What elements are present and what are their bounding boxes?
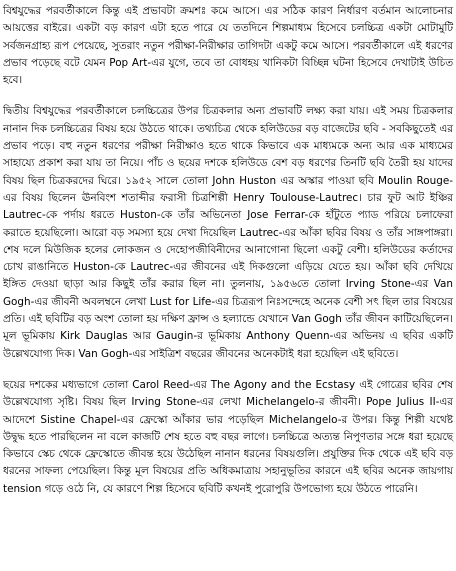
paragraph-postwar-decline: বিশ্বযুদ্ধের পরবর্তীকালে কিন্তু এই প্রভাবটা ক্রমশঃ কমে আসে। এর সঠিক কারণ নির্ধারণ বর্তমান আলোচনার আয়ত্তের বাইরে। একটা বড় কারণ এটা হতে পারে যে ততদিনে শিল্পমাধ্যম হিসেবে চলচ্চিত্র একটা মোটামুটি সর্বজনগ্রাহ্য রূপ পেয়েছে, সুতরাং নতুন পরীক্ষা-নিরীক্ষার তাগিদটা একটু কমে আসে। পরবর্তীকালে এই ধরণের প্রভাব পড়েছে বটে যেমন Pop Art-এর যুগে, তবে তা বোধহয় খানিকটা বিচ্ছিন্ন ঘটনা হিসেবে দেখাটাই উচিত হবে। [3, 5, 453, 87]
paragraph-agony-and-ecstasy: ছয়ের দশকের মধ্যভাগে তোলা Carol Reed-এর The Agony and the Ecstasy এই গোত্রের ছবির শেষ উল্লেখযোগ্য সৃষ্টি। বিষয় ছিল Irving Stone-এর লেখা Michelangelo-র জীবনী। Pope Julius II-এর আদেশে Sistine Chapel-এর ফ্রেস্কো আঁকার ভার পড়েছিল Michelangelo-র উপর। কিন্তু শিল্পী যথেষ্ট উদ্বুদ্ধ হতে পারছিলেন না বলে কাজটি শেষ হতে বহু বছর লাগে। চলচ্চিত্রে অত্যন্ত নিপুণতার সঙ্গে ধরা হয়েছে কিভাবে স্কেচ থেকে ফ্রেস্কোতে জীবন্ত হয়ে উঠেছিল নানান ধরনের বিষয়গুলি। প্রযুক্তির দিক থেকে এই ছবি বড় ধরনের সাফল্য পেয়েছিল। কিন্তু মূল বিষয়ের প্রতি অধিকমাত্রায় সহানুভূতির কারনে এই ছবির অনেক জায়গায় tension গড়ে ওঠে নি, যে কারণে শিল্প হিসেবে ছবিটি কখনই পুরোপুরি উপভোগ্য হয়ে উঠতে পারেনি। [3, 378, 453, 495]
paragraph-painter-biopics: দ্বিতীয় বিশ্বযুদ্ধের পরবর্তীকালে চলচ্চিত্রের উপর চিত্রকলার অন্য প্রভাবটি লক্ষ্য করা যায়। এই সময় চিত্রকলার নানান দিক চলচ্চিত্রের বিষয় হয়ে উঠতে থাকে। তথ্যচিত্র থেকে হলিউডের বড় বাজেটের ছবি - সবকিছুতেই এর প্রভাব পড়ে। বহু নতুন ধরণের পরীক্ষা নিরীক্ষাও হতে থাকে কিভাবে এক মাধ্যমকে অন্য আর এক মাধ্যমের সাহায্যে প্রকাশ করা যায় তা নিয়ে। পাঁচ ও ছয়ের দশকে হলিউডে বেশ বড় ধরণের তিনটি ছবি তৈরী হয় যাদের বিষয় ছিল চিত্রকরদের ঘিরে। ১৯৫২ সালে তোলা John Huston এর অস্কার পাওয়া ছবি Moulin Rouge-এর বিষয় ছিলেন ঊনবিংশ শতাব্দীর ফরাসী চিত্রশিল্পী Henry Toulouse-Lautrec। চার ফুট আট ইঞ্চির Lautrec-কে পর্দায় ধরতে Huston-কে তাঁর অভিনেতা Jose Ferrar-কে হাঁটুতে প্যাড পরিয়ে চলাফেরা করাতে হয়েছিলো। আরো বড় সমস্যা হয়ে দেখা দিয়েছিল Lautrec-এর আঁকা ছবির বিষয় ও তাঁর সাঙ্গপাঙ্গরা। শেষ দলে মিউজিক হলের লোকজন ও দেহোপজীবিনীদের আনাগোনা ছিলো একটু বেশী। হলিউডের কর্তাদের চোখ রাঙানিতে Huston-কে Lautrec-এর জীবনের এই দিকগুলো এড়িয়ে যেতে হয়। আঁকা ছবি দেখিয়ে ইঙ্গিত দেওয়া ছাড়া আর কিছুই তাঁর করার ছিল না। তুলনায়, ১৯৫৬তে তোলা Irving Stone-এর Van Gogh-এর জীবনী অবলম্বনে লেখা Lust for Life-এর চিত্ররূপ নিঃসন্দেহে অনেক বেশী সৎ ছিল তার বিষয়ের প্রতি। এই ছবিটির বড় অংশ তোলা হয় দক্ষিণ ফ্রান্স ও হল্যান্ডে যেখানে Van Gogh তাঁর জীবন কাটিয়েছিলেন। মূল ভূমিকায় Kirk Dauglas আর Gaugin-র ভূমিকায় Anthony Quenn-এর অভিনয় এ ছবির একটি উল্লেখযোগ্য দিক। Van Gogh-এর সাইত্রিশ বছরের জীবনের অনেকটাই ধরা হয়েছিল এই ছবিতে। [3, 105, 453, 360]
